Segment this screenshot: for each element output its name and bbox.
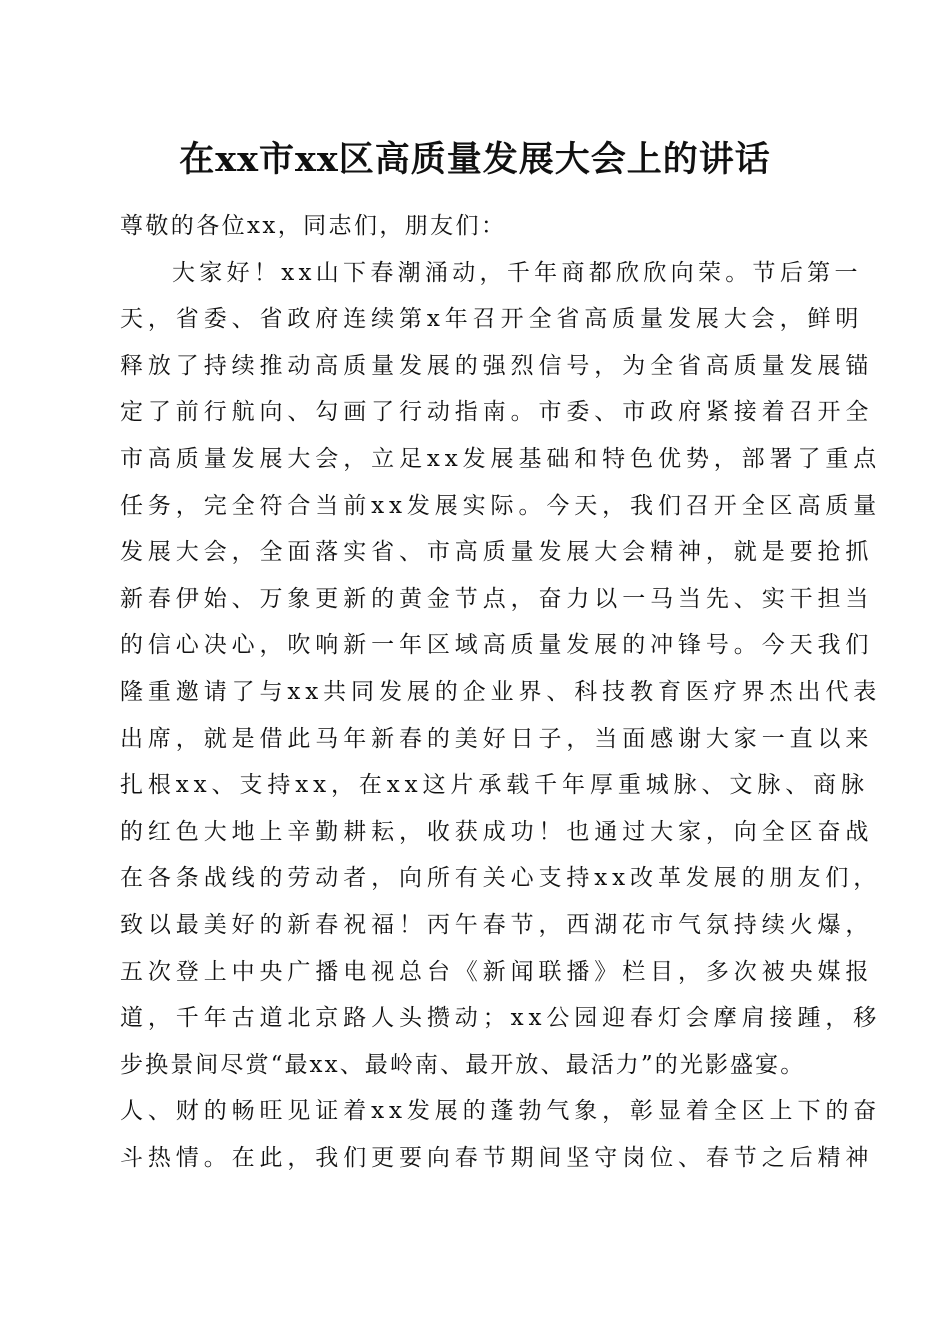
speech-body [120,203,882,1181]
paragraph-line: 扎根xx、支持xx，在xx这片承载千年厚重城脉、文脉、商脉 [120,772,869,799]
paragraph-line: 五次登上中央广播电视总台《新闻联播》栏目，多次被央媒报 [120,958,874,985]
paragraph-line: 致以最美好的新春祝福！丙午春节，西湖花市气氛持续火爆， [120,911,874,938]
salutation: 尊敬的各位xx，同志们，朋友们： [120,213,507,239]
paragraph-line: 定了前行航向、勾画了行动指南。市委、市政府紧接着召开全 [120,399,874,426]
paragraph-line: 释放了持续推动高质量发展的强烈信号，为全省高质量发展锚 [120,352,874,379]
paragraph-line: 的信心决心，吹响新一年区域高质量发展的冲锋号。今天我们 [120,632,874,659]
paragraph-line: 天，省委、省政府连续第x年召开全省高质量发展大会，鲜明 [120,306,864,333]
paragraph-line: 道，千年古道北京路人头攒动；xx公园迎春灯会摩肩接踵，移 [120,1005,882,1032]
paragraph-line: 发展大会，全面落实省、市高质量发展大会精神，就是要抢抓 [120,539,874,566]
paragraph-line: 人、财的畅旺见证着xx发展的蓬勃气象，彰显着全区上下的奋 [120,1098,882,1125]
paragraph-line: 大家好！xx山下春潮涌动，千年商都欣欣向荣。节后第一 [172,259,862,286]
paragraph-line: 出席，就是借此马年新春的美好日子，当面感谢大家一直以来 [120,725,874,752]
paragraph-line: 新春伊始、万象更新的黄金节点，奋力以一马当先、实干担当 [120,585,874,612]
paragraph-line: 任务，完全符合当前xx发展实际。今天，我们召开全区高质量 [120,492,882,519]
paragraph-line: 斗热情。在此，我们更要向春节期间坚守岗位、春节之后精神 [120,1144,874,1171]
paragraph-line: 步换景间尽赏“最xx、最岭南、最开放、最活力”的光影盛宴。 [120,1051,806,1078]
paragraph-line: 在各条战线的劳动者，向所有关心支持xx改革发展的朋友们， [120,865,882,892]
paragraph-line: 隆重邀请了与xx共同发展的企业界、科技教育医疗界杰出代表 [120,678,882,705]
paragraph-line: 的红色大地上辛勤耕耘，收获成功！也通过大家，向全区奋战 [120,818,874,845]
document-title: 在xx市xx区高质量发展大会上的讲话 [179,139,771,180]
paragraph-line: 市高质量发展大会，立足xx发展基础和特色优势，部署了重点 [120,445,882,472]
